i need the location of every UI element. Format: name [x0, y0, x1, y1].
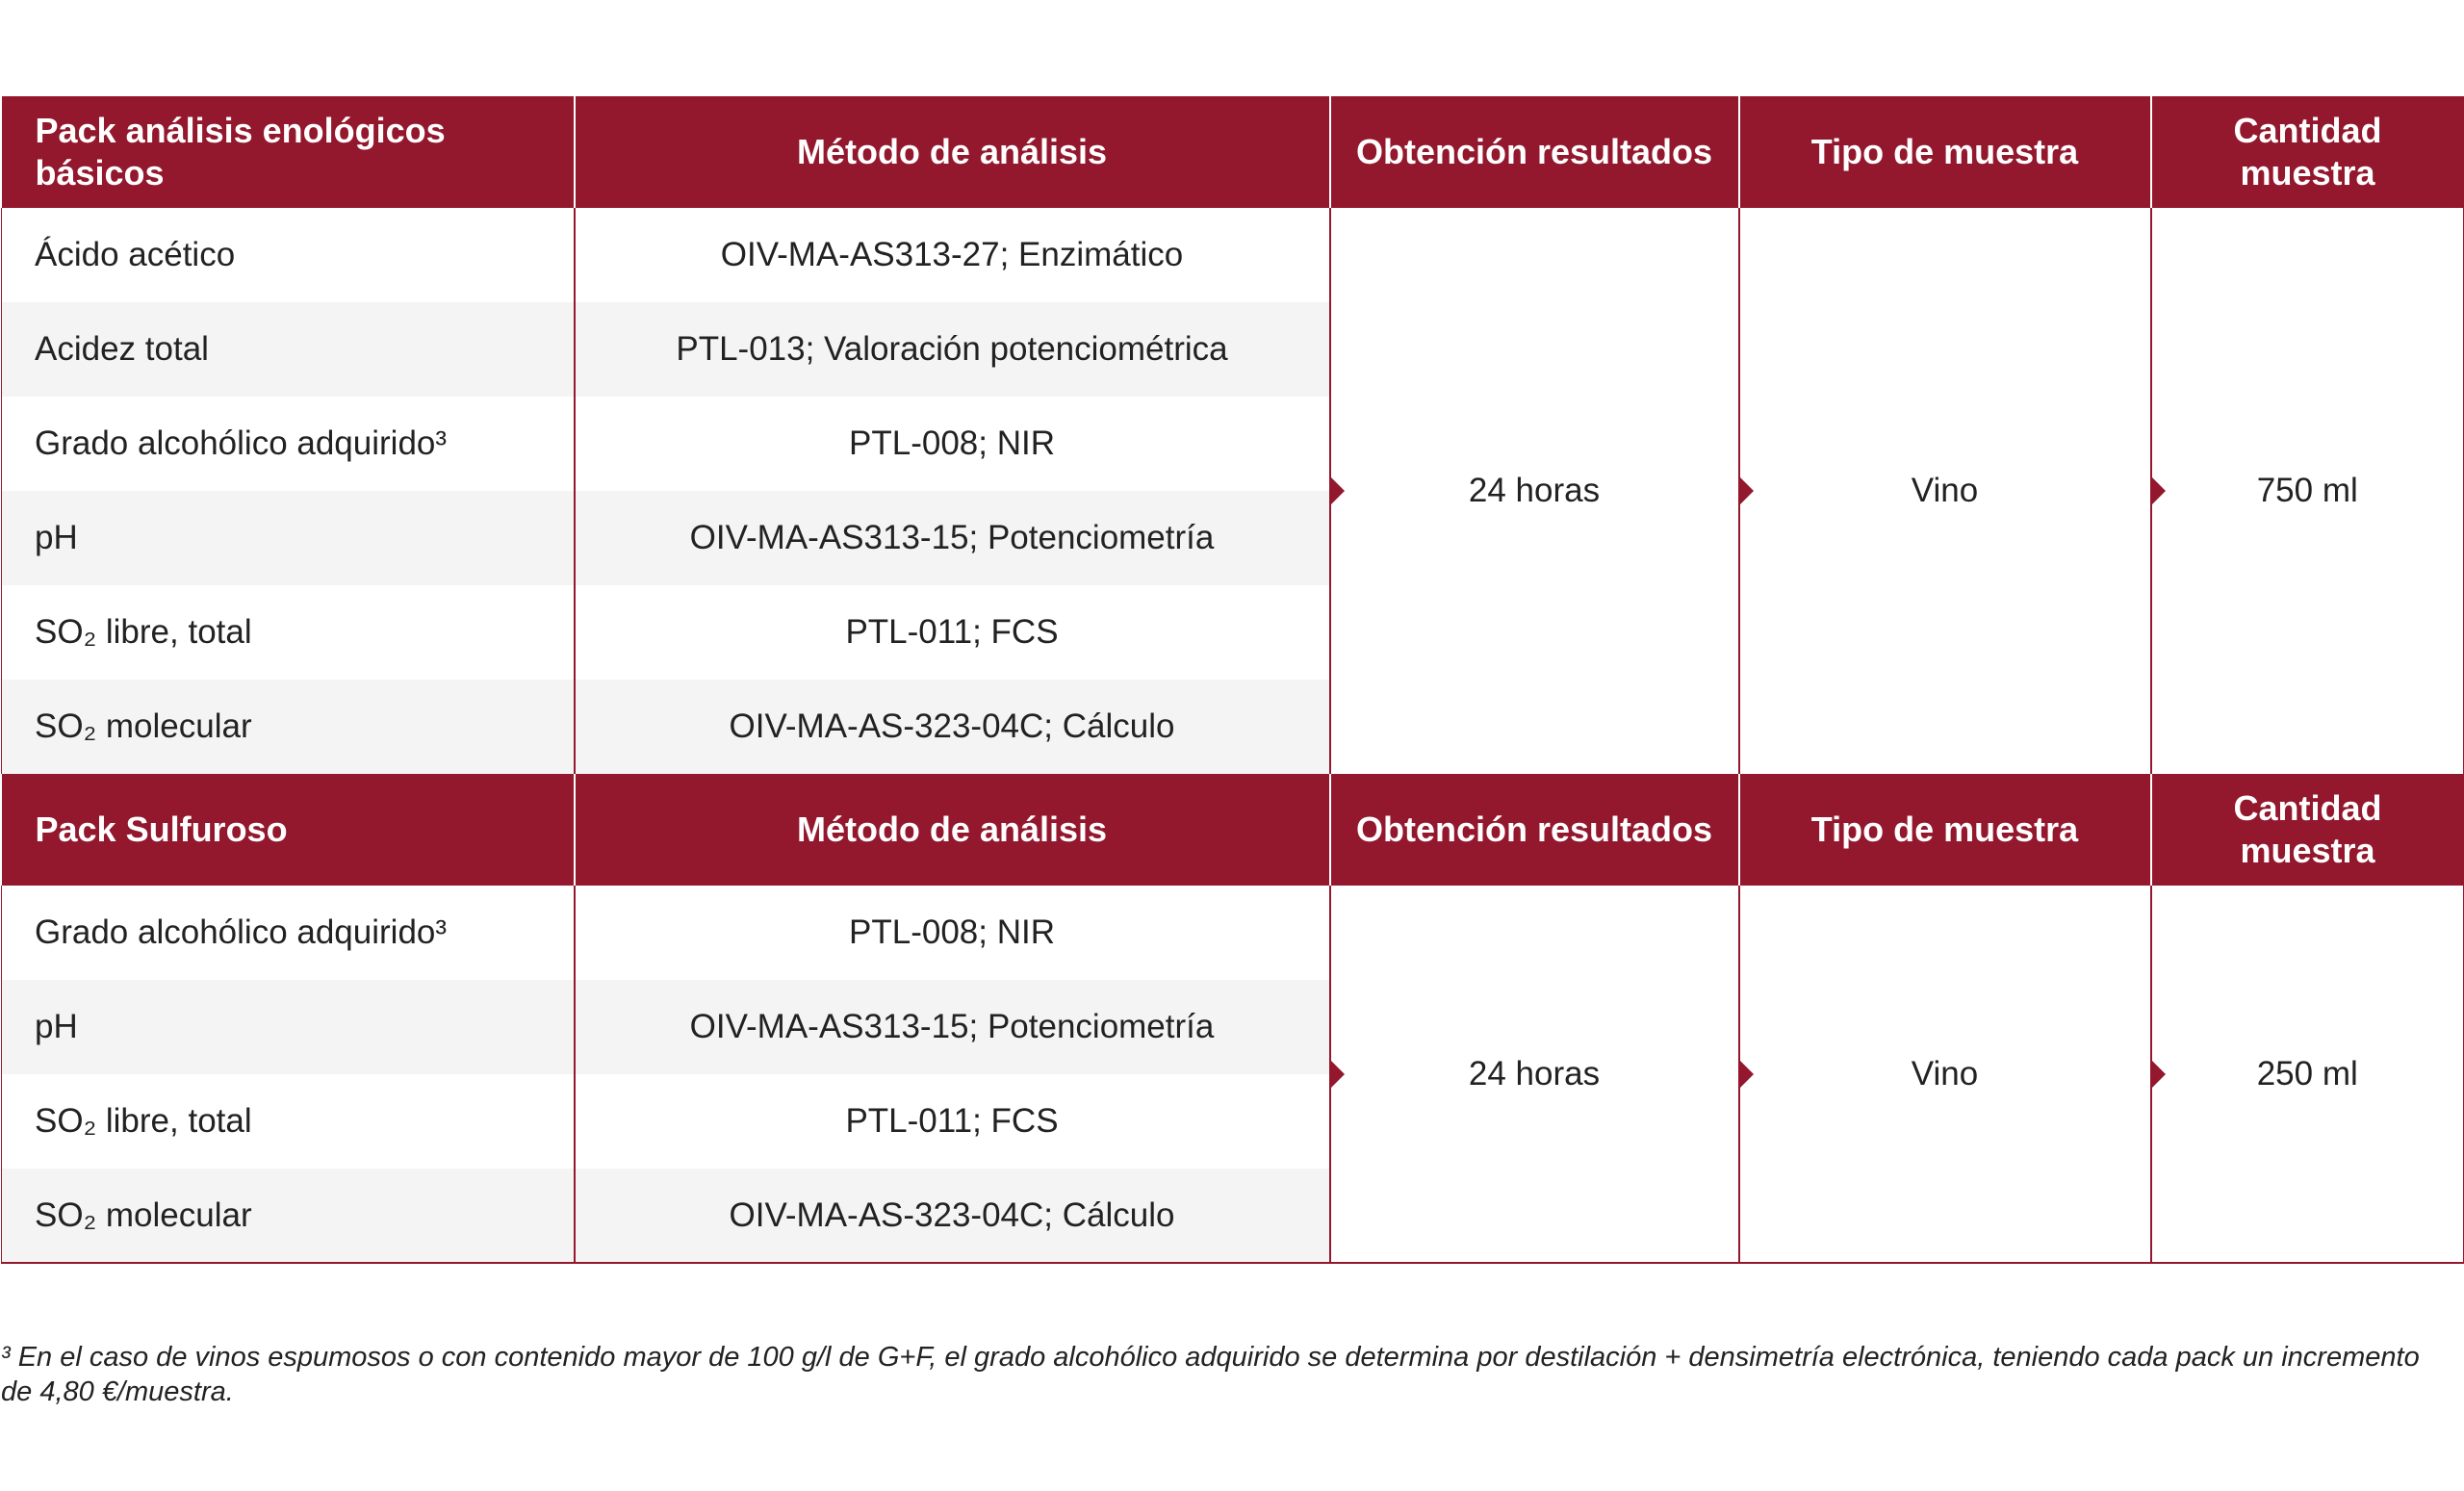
pack-1-sample-qty-cell: [2151, 208, 2464, 774]
analysis-method: PTL-011; FCS: [845, 1102, 1059, 1140]
analysis-name: Grado alcohólico adquirido³: [2, 397, 575, 491]
results-column-header: Obtención resultados: [1330, 96, 1739, 208]
triangle-marker-icon: [2152, 477, 2166, 504]
triangle-marker-icon: [1331, 1061, 1345, 1088]
analysis-method: PTL-013; Valoración potenciométrica: [575, 302, 1330, 397]
analysis-method: OIV-MA-AS-323-04C; Cálculo: [575, 680, 1330, 774]
triangle-marker-icon: [1331, 477, 1345, 504]
sample-qty-column-header: Cantidad muestra: [2151, 96, 2464, 208]
analysis-name: pH: [2, 491, 575, 585]
results-column-header: Obtención resultados: [1330, 774, 1739, 886]
table-row: [2, 886, 2464, 980]
pack-2-results-cell: [1330, 886, 1739, 1263]
sample-type-column-header: Tipo de muestra: [1739, 96, 2151, 208]
pack-1-sample-type: Vino: [1911, 472, 1979, 509]
analysis-name: SO₂ libre, total: [2, 585, 575, 680]
pack-1-header-row: [2, 96, 2464, 208]
triangle-marker-icon: [1740, 477, 1754, 504]
analysis-name: Acidez total: [2, 302, 575, 397]
pack-2-sample-type: Vino: [1911, 1054, 1979, 1093]
triangle-marker-icon: [2152, 1061, 2166, 1088]
analysis-method: OIV-MA-AS-323-04C; Cálculo: [575, 1169, 1330, 1263]
method-column-header: Método de análisis: [575, 96, 1330, 208]
pack-1-title: Pack análisis enológicos básicos: [2, 96, 575, 208]
method-column-header: Método de análisis: [575, 774, 1330, 886]
analysis-name: pH: [2, 980, 575, 1074]
analysis-name: SO₂ libre, total: [2, 1074, 575, 1169]
pack-2-title: Pack Sulfuroso: [2, 774, 575, 886]
analysis-name: Ácido acético: [2, 208, 575, 302]
pack-2-header-row: [2, 774, 2464, 886]
sample-qty-column-header: Cantidad muestra: [2151, 774, 2464, 886]
pack-1-results: 24 horas: [1468, 472, 1601, 509]
analysis-method: PTL-008; NIR: [849, 913, 1055, 951]
pack-2-sample-qty-cell: [2151, 886, 2464, 1263]
pack-2-results: 24 horas: [1468, 1054, 1601, 1093]
pack-1-sample-type-cell: [1739, 208, 2151, 774]
analysis-method: OIV-MA-AS313-15; Potenciometría: [575, 491, 1330, 585]
analysis-packs-table-container: [0, 96, 2464, 1264]
sample-type-column-header: Tipo de muestra: [1739, 774, 2151, 886]
pack-2-sample-type-cell: [1739, 886, 2151, 1263]
analysis-packs-table: [1, 96, 2464, 1264]
pack-2-sample-qty: 250 ml: [2256, 1054, 2358, 1093]
pack-1-sample-qty: 750 ml: [2256, 472, 2358, 509]
analysis-name: SO₂ molecular: [2, 680, 575, 774]
triangle-marker-icon: [1740, 1061, 1754, 1088]
analysis-method: PTL-011; FCS: [845, 613, 1059, 651]
analysis-method: PTL-008; NIR: [849, 424, 1055, 462]
analysis-method: OIV-MA-AS313-27; Enzimático: [720, 236, 1184, 273]
analysis-name: SO₂ molecular: [2, 1169, 575, 1263]
pack-1-results-cell: [1330, 208, 1739, 774]
footnote: ³ En el caso de vinos espumosos o con contenido mayor de 100 g/l de G+F, el grado alcohólico adquirido se determina por destilación + densimetría electrónica, teniendo cada pack un incremento de 4,80 €/muestra.: [1, 1342, 2420, 1407]
table-row: [2, 208, 2464, 302]
analysis-name: Grado alcohólico adquirido³: [2, 886, 575, 980]
analysis-method: OIV-MA-AS313-15; Potenciometría: [575, 980, 1330, 1074]
